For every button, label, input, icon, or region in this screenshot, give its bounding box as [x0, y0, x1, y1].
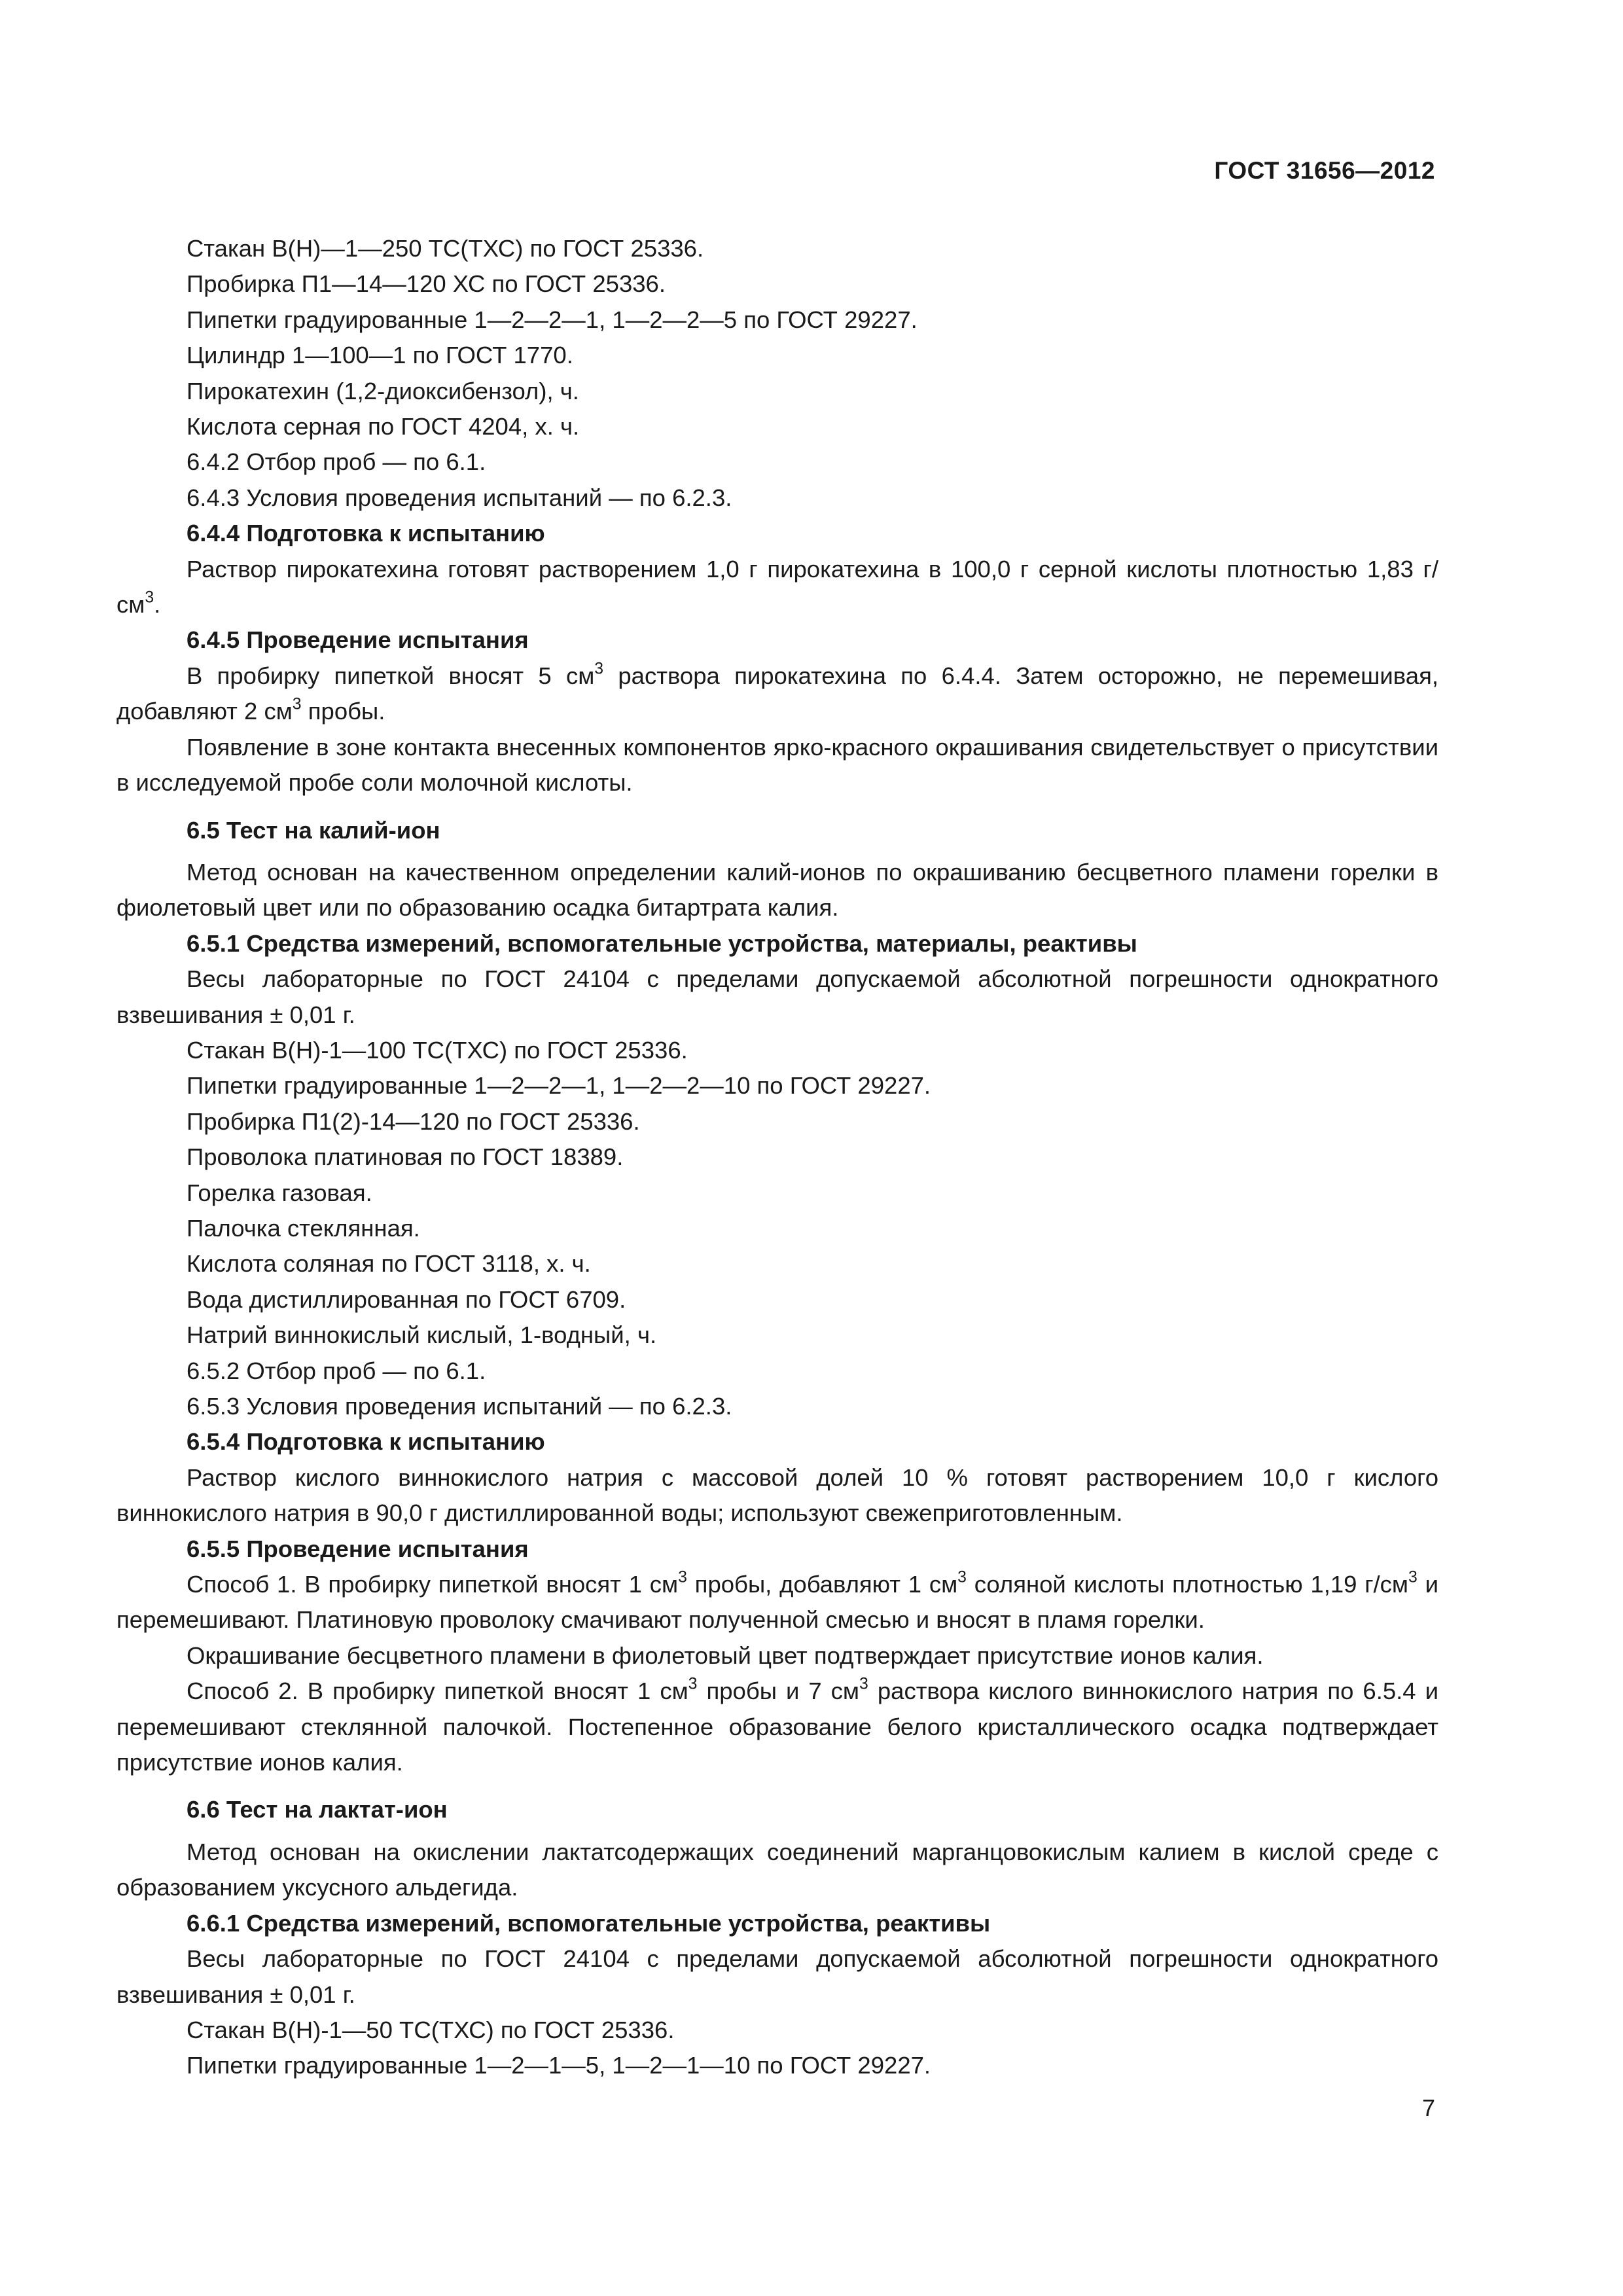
text-line: Пробирка П1(2)-14—120 по ГОСТ 25336.: [187, 1107, 640, 1135]
text-line: Пипетки градуированные 1—2—2—1, 1—2—2—10 по ГОСТ 29227.: [187, 1072, 931, 1100]
text-line: Горелка газовая.: [187, 1179, 372, 1206]
text-line: Пипетки градуированные 1—2—1—5, 1—2—1—10 по ГОСТ 29227.: [187, 2052, 931, 2079]
paragraph: Появление в зоне контакта внесенных компонентов ярко-красного окрашивания свидетельствует о присутствии в исследуемой пробе соли молочной кислоты.: [116, 733, 1438, 797]
section-heading: 6.6 Тест на лактат-ион: [187, 1796, 448, 1823]
paragraph: Метод основан на качественном определении калий-ионов по окрашиванию бесцветного пламени горелки в фиолетовый цвет или по образованию осадка битартрата калия.: [116, 858, 1438, 922]
section-heading: 6.4.4 Подготовка к испытанию: [187, 520, 545, 547]
section-heading: 6.5.5 Проведение испытания: [187, 1535, 529, 1562]
section-heading: 6.4.5 Проведение испытания: [187, 626, 529, 654]
text-line: 6.4.3 Условия проведения испытаний — по 6.2.3.: [187, 484, 732, 511]
text-line: Кислота соляная по ГОСТ 3118, х. ч.: [187, 1250, 591, 1278]
text-line: Стакан В(Н)-1—50 ТС(ТХС) по ГОСТ 25336.: [187, 2016, 675, 2043]
paragraph: Способ 1. В пробирку пипеткой вносят 1 $см^3$ пробы, добавляют 1 $см^3$ соляной кислоты плотностью 1,19 $г/см^3$ и перемешивают. Платиновую проволоку смачивают полученной смесью и вносят в пламя горелки.: [116, 1568, 1439, 1634]
paragraph: Весы лабораторные по ГОСТ 24104 с пределами допускаемой абсолютной погрешности однократного взвешивания ± 0,01 г.: [116, 965, 1438, 1028]
paragraph: Способ 2. В пробирку пипеткой вносят 1 $см^3$ пробы и 7 $см^3$ раствора кислого виннокислого натрия по 6.5.4 и перемешивают стеклянной палочкой. Постепенное образование белого кристаллического осадка подтверждает присутствие ионов калия.: [116, 1675, 1438, 1776]
paragraph: Весы лабораторные по ГОСТ 24104 с пределами допускаемой абсолютной погрешности однократного взвешивания ± 0,01 г.: [116, 1945, 1438, 2008]
text-line: 6.5.2 Отбор проб — по 6.1.: [187, 1357, 486, 1384]
section-heading: 6.5.1 Средства измерений, вспомогательные устройства, материалы, реактивы: [187, 929, 1137, 957]
paragraph: Метод основан на окислении лактатсодержащих соединений марганцовокислым калием в кислой среде с образованием уксусного альдегида.: [116, 1838, 1438, 1901]
paragraph: Раствор кислого виннокислого натрия с массовой долей 10 % готовят растворением 10,0 г кислого виннокислого натрия в 90,0 г дистиллированной воды; используют свежеприготовленным.: [116, 1463, 1438, 1527]
page-number: 7: [1421, 2094, 1435, 2121]
standard-code-header: ГОСТ 31656—2012: [1214, 157, 1435, 184]
paragraph: Раствор пирокатехина готовят растворением 1,0 г пирокатехина в 100,0 г серной кислоты плотностью 1,83 $г/см^3$.: [116, 555, 1438, 619]
text-line: Стакан В(Н)-1—100 ТС(ТХС) по ГОСТ 25336.: [187, 1036, 688, 1064]
section-heading: 6.6.1 Средства измерений, вспомогательные устройства, реактивы: [187, 1909, 991, 1937]
text-line: Натрий виннокислый кислый, 1-водный, ч.: [187, 1321, 657, 1349]
text-line: Кислота серная по ГОСТ 4204, х. ч.: [187, 413, 580, 440]
text-line: 6.4.2 Отбор проб — по 6.1.: [187, 448, 486, 476]
paragraph: В пробирку пипеткой вносят 5 $см^3$ раствора пирокатехина по 6.4.4. Затем осторожно, не перемешивая, добавляют 2 $см^3$ пробы.: [116, 660, 1438, 725]
text-line: Палочка стеклянная.: [187, 1214, 420, 1242]
paragraph: Окрашивание бесцветного пламени в фиолетовый цвет подтверждает присутствие ионов калия.: [187, 1641, 1264, 1669]
text-line: Проволока платиновая по ГОСТ 18389.: [187, 1143, 624, 1171]
text-line: Пипетки градуированные 1—2—2—1, 1—2—2—5 по ГОСТ 29227.: [187, 306, 918, 333]
text-line: Вода дистиллированная по ГОСТ 6709.: [187, 1285, 626, 1313]
section-heading: 6.5.4 Подготовка к испытанию: [187, 1428, 545, 1456]
text-line: Пирокатехин (1,2-диоксибензол), ч.: [187, 377, 579, 404]
text-line: 6.5.3 Условия проведения испытаний — по 6.2.3.: [187, 1393, 732, 1420]
text-line: Стакан В(Н)—1—250 ТС(ТХС) по ГОСТ 25336.: [187, 235, 704, 262]
document-body: [116, 231, 1438, 2084]
text-line: Цилиндр 1—100—1 по ГОСТ 1770.: [187, 342, 573, 369]
text-line: Пробирка П1—14—120 ХС по ГОСТ 25336.: [187, 270, 666, 298]
section-heading: 6.5 Тест на калий-ион: [187, 816, 440, 844]
